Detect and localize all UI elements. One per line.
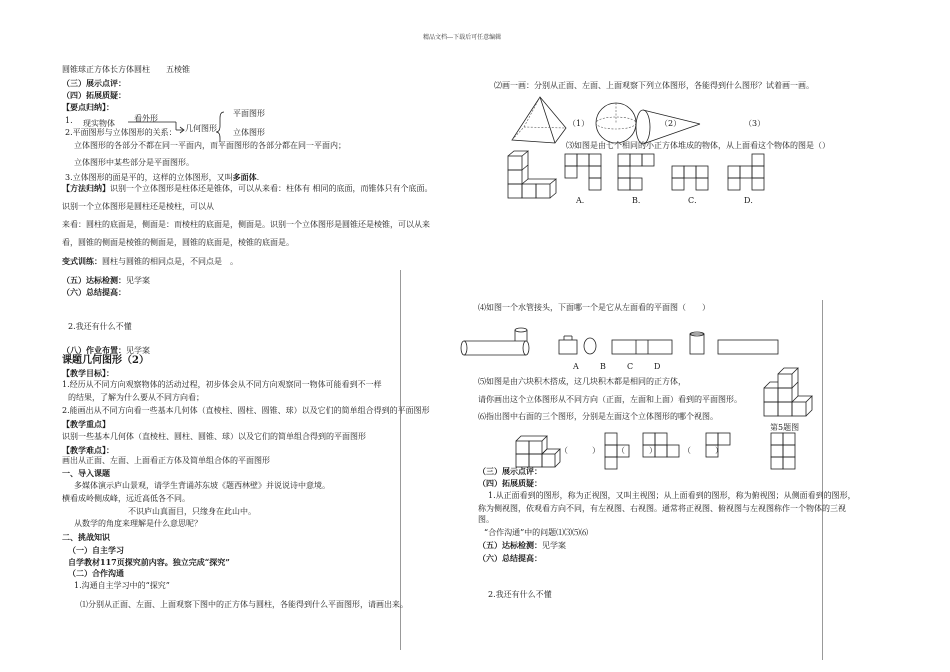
option-label[interactable]: C: [627, 362, 634, 371]
method-line: 来看：圆柱的底面是，侧面是：而棱柱的底面是，侧面是。识别一个立体图形是圆锥还是棱锥，可以从来: [62, 220, 430, 229]
goal-line: 的结果，了解为什么要从不同方向看；: [68, 393, 204, 402]
answer-blank[interactable]: （ ）: [617, 446, 657, 455]
question-line: ⑷如图一个水管接头，下面哪一个是它从左面看的平面图（ ）: [478, 303, 710, 312]
figure-label: （2）: [660, 119, 682, 128]
section-heading: 二、挑战知识: [62, 532, 110, 542]
diagram-label: 现实物体: [83, 119, 115, 128]
question-line: ⑶如图是由七个相同的小正方体堆成的物体，从上面看这个物体的图是（）: [566, 141, 830, 150]
section-heading: （三）展示点评：: [62, 78, 126, 88]
option-label[interactable]: A．: [576, 196, 590, 205]
diagram-label: 平面图形: [233, 109, 265, 118]
keypoint-2: 2.平面图形与立体图形的关系：: [65, 128, 177, 137]
question-line: ⑹指出图中右面的三个图形，分别是左面这个立体图形的哪个视图。: [478, 412, 718, 421]
paragraph: 从数学的角度来理解是什么意思呢？: [74, 519, 202, 528]
lesson-title: 课题几何图形（2）: [62, 355, 149, 366]
homework: （八）作业布置：见学案: [62, 345, 150, 355]
paragraph: 多媒体演示庐山景观，请学生背诵苏东坡《题西林壁》并说说诗中意境。: [74, 481, 330, 490]
question-line: 2.我还有什么不懂: [488, 590, 552, 599]
explanation-line: 1.从正面看到的图形，称为正视图，又叫主视图；从上面看到的图形，称为俯视图；从侧面看到的图形，: [488, 491, 856, 500]
cooperation-note: “合作沟通”中的问题⑴⑶⑸⑹: [484, 528, 589, 537]
explanation-line: 图。: [478, 515, 494, 524]
option-label[interactable]: D: [654, 362, 661, 371]
question-line: ⑵画一画：分别从正面、左面、上面观察下列立体图形，各能得到什么图形？试着画一画。: [494, 81, 814, 90]
goal-line: 1.经历从不同方向观察物体的活动过程，初步体会从不同方向观察同一物体可能看到不一样: [62, 380, 382, 389]
method-line: 看，圆锥的侧面是棱锥的侧面是，圆锥的底面是，棱锥的底面是。: [62, 238, 294, 247]
figure-label: （3）: [744, 119, 766, 128]
poem-line: 不识庐山真面目，只缘身在此山中。: [128, 507, 256, 516]
section-heading: 【教学重点】: [62, 419, 110, 429]
solid-names: 圆锥球正方体长方体圆柱 五棱锥: [62, 65, 190, 74]
section-heading: 【要点归纳】：: [62, 102, 114, 112]
section-heading: （六）总结提高：: [478, 553, 542, 563]
option-label[interactable]: C．: [688, 196, 703, 205]
section-heading: （三）展示点评：: [478, 466, 542, 476]
section-heading: （六）总结提高：: [62, 287, 126, 297]
question-line: ⑸如图是由六块积木搭成，这几块积木都是相同的正方体，: [478, 377, 686, 386]
question-line: 请你画出这个立体图形从不同方向（正面，左面和上面）看到的平面图形。: [478, 395, 742, 404]
section-heading: （四）拓展质疑：: [478, 478, 542, 488]
paragraph: 1.沟通自主学习中的“探究”: [74, 581, 170, 590]
method-summary: 【方法归纳】识别一个立体图形是柱体还是锥体，可以从来看：柱体有 相同的底面，而锥体只有个底面。: [62, 183, 433, 193]
section-heading: 【教学难点】：: [62, 445, 114, 455]
page-header: 精品文档---下载后可任意编辑: [423, 34, 502, 41]
diagram-label: 看外形: [134, 114, 158, 123]
section-heading: （五）达标检测：见学案: [62, 275, 150, 285]
list-number: 1.: [65, 116, 73, 125]
explanation-line: 称为侧视图，依观看方向不同，有左视图、右视图。通常将正视图、俯视图与左视图称作一个物体的三视: [478, 504, 846, 513]
self-study: 自学教材117页探究前内容。独立完成“探究”: [68, 557, 230, 567]
poem-line: 横看成岭侧成峰，远近高低各不同。: [62, 494, 190, 503]
key-point-text: 识别一些基本几何体（直棱柱、圆柱、圆锥、球）以及它们的简单组合得到的平面图形: [62, 432, 366, 441]
question-line: ⑴分别从正面、左面、上面观察下图中的正方体与圆柱，各能得到什么平面图形，请画出来。: [80, 600, 408, 609]
option-label[interactable]: B: [600, 362, 606, 371]
section-heading: （二）合作沟通: [68, 568, 124, 578]
option-label[interactable]: D．: [744, 196, 759, 205]
section-heading: 一、导入课题: [62, 468, 110, 478]
diagram-label: 立体图形: [233, 128, 265, 137]
answer-blank[interactable]: （ ）: [683, 446, 723, 455]
diagram-label: 几何图形: [185, 124, 217, 133]
keypoint-3: 3.立体图形的面是平的，这样的立体图形，又叫多面体.: [65, 172, 260, 182]
answer-blank[interactable]: （ ）: [560, 446, 600, 455]
section-heading: （一）自主学习: [68, 545, 124, 555]
keypoint-2b: 立体图形中某些部分是平面图形。: [74, 158, 194, 167]
difficulty-text: 画出从正面、左面、上面看正方体及简单组合体的平面图形: [62, 456, 270, 465]
option-label[interactable]: B．: [632, 196, 646, 205]
section-heading: 【教学目标】：: [62, 368, 114, 378]
goal-line: 2.能画出从不同方向看一些基本几何体（直棱柱、圆柱、圆锥、球）以及它们的简单组合得到的平面图形: [62, 406, 430, 415]
figure-label: （1）: [568, 119, 590, 128]
section-heading: （五）达标检测：见学案: [478, 540, 566, 550]
variant-training: 变式训练：圆柱与圆锥的相同点是，不同点是 。: [62, 256, 238, 266]
keypoint-2a: 立体图形的各部分不都在同一平面内，而平面图形的各部分都在同一平面内；: [74, 141, 346, 150]
question-line: 2.我还有什么不懂: [68, 322, 132, 331]
figure-caption: 第5题图: [770, 423, 800, 432]
option-label[interactable]: A: [573, 362, 579, 371]
method-line: 识别一个立体图形是圆柱还是棱柱，可以从: [62, 202, 214, 211]
section-heading: （四）拓展质疑：: [62, 90, 126, 100]
